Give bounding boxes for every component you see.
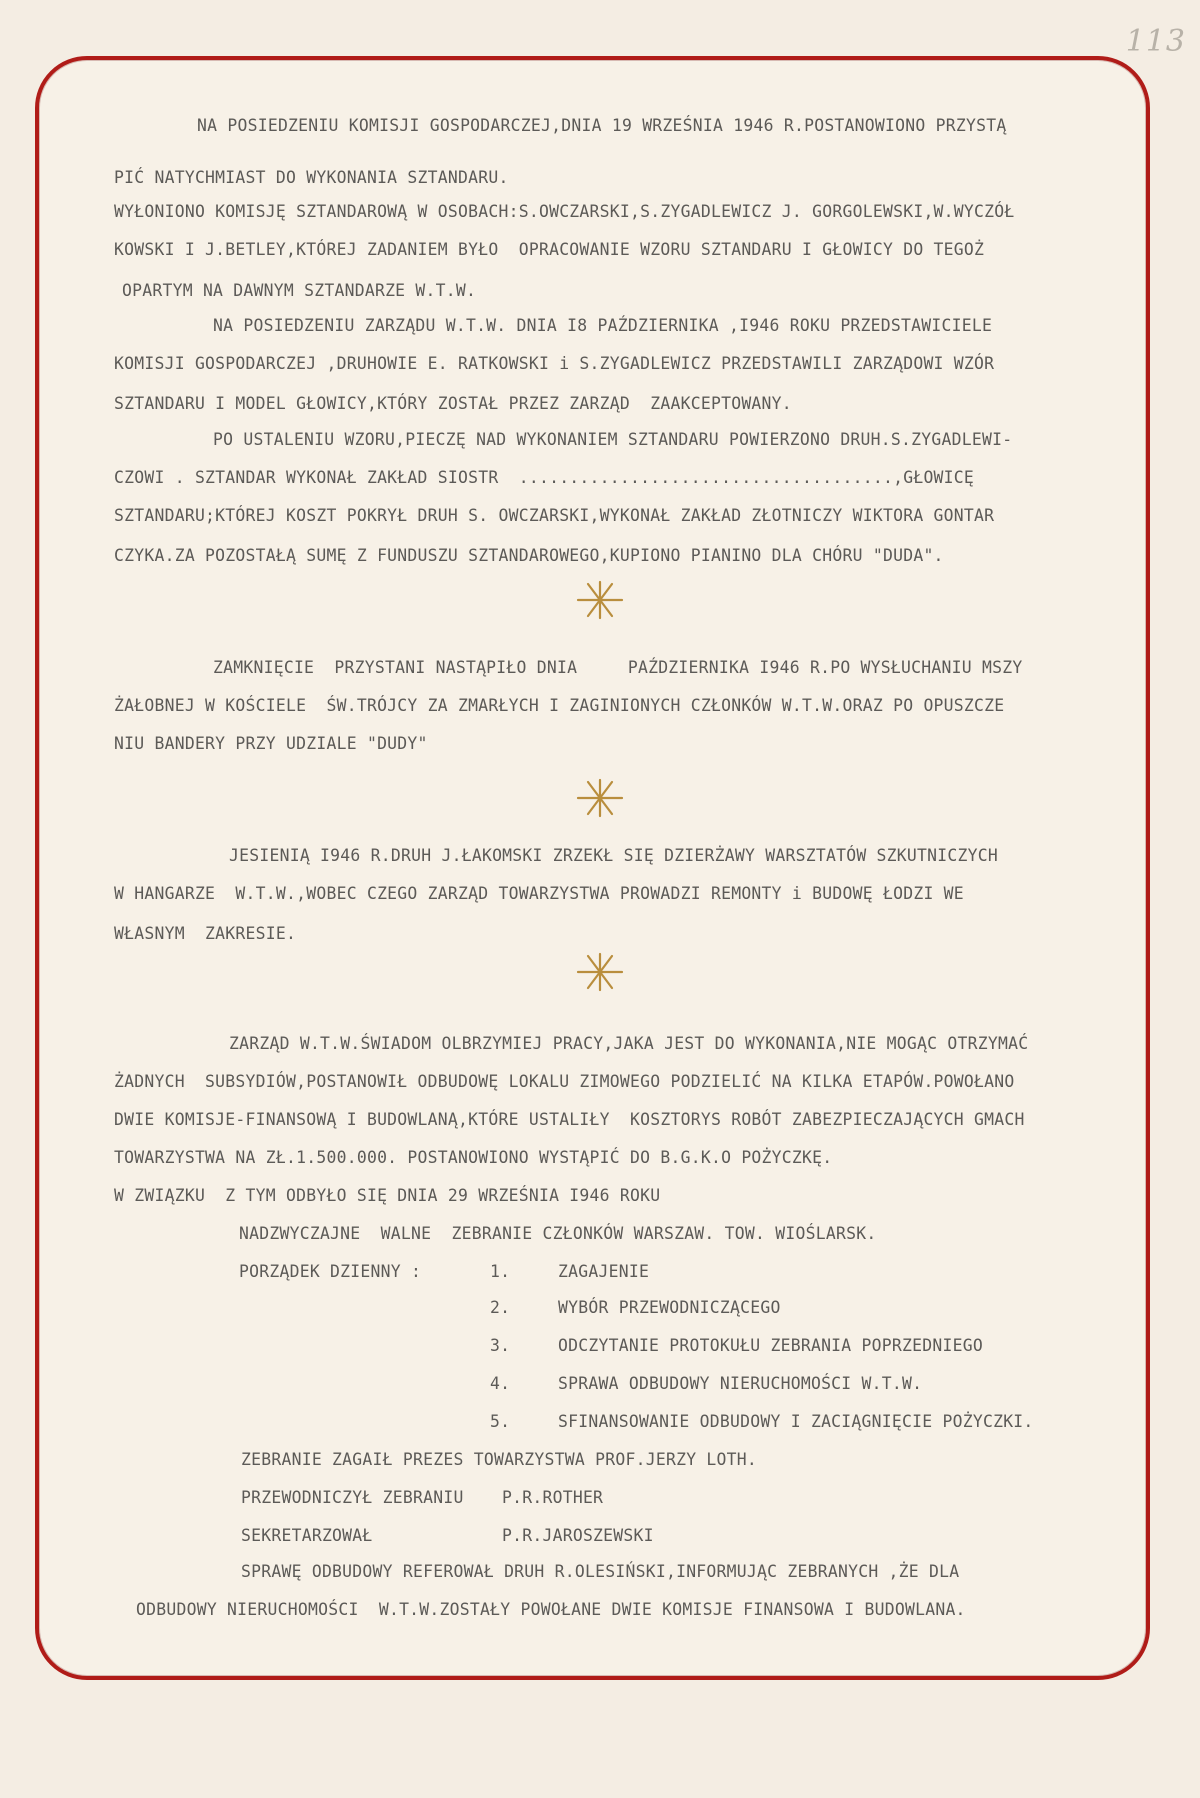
agenda-number: 4.	[490, 1374, 511, 1393]
text-line: TOWARZYSTWA NA ZŁ.1.500.000. POSTANOWIONO WYSTĄPIĆ DO B.G.K.O POŻYCZKĘ.	[114, 1148, 833, 1167]
text-line: JESIENIĄ I946 R.DRUH J.ŁAKOMSKI ZRZEKŁ SIĘ DZIERŻAWY WARSZTATÓW SZKUTNICZYCH	[229, 846, 998, 865]
text-line: OPARTYM NA DAWNYM SZTANDARZE W.T.W.	[122, 281, 477, 300]
text-line: SZTANDARU I MODEL GŁOWICY,KTÓRY ZOSTAŁ PRZEZ ZARZĄD ZAAKCEPTOWANY.	[114, 394, 792, 413]
text-line: ODBUDOWY NIERUCHOMOŚCI W.T.W.ZOSTAŁY POWOŁANE DWIE KOMISJE FINANSOWA I BUDOWLANA.	[136, 1600, 966, 1619]
chair-name: P.R.ROTHER	[502, 1488, 604, 1507]
text-line: NIU BANDERY PRZY UDZIALE "DUDY"	[114, 734, 428, 753]
agenda-number: 1.	[490, 1262, 511, 1281]
text-line: SPRAWĘ ODBUDOWY REFEROWAŁ DRUH R.OLESIŃSKI,INFORMUJĄC ZEBRANYCH ,ŻE DLA	[241, 1562, 960, 1581]
secretary-label: SEKRETARZOWAŁ	[241, 1526, 373, 1545]
star-ornament-icon	[574, 776, 626, 820]
text-line: ŻADNYCH SUBSYDIÓW,POSTANOWIŁ ODBUDOWĘ LOKALU ZIMOWEGO PODZIELIĆ NA KILKA ETAPÓW.POWOŁANO	[114, 1072, 1015, 1091]
text-line: PO USTALENIU WZORU,PIECZĘ NAD WYKONANIEM SZTANDARU POWIERZONO DRUH.S.ZYGADLEWI-	[213, 430, 1013, 449]
star-ornament-icon	[574, 950, 626, 994]
text-line: DWIE KOMISJE-FINANSOWĄ I BUDOWLANĄ,KTÓRE USTALIŁY KOSZTORYS ROBÓT ZABEZPIECZAJĄCYCH GMACH	[114, 1110, 1025, 1129]
agenda-text: SFINANSOWANIE ODBUDOWY I ZACIĄGNIĘCIE POŻYCZKI.	[558, 1412, 1034, 1431]
text-line: WŁASNYM ZAKRESIE.	[114, 924, 297, 943]
text-line: ZAMKNIĘCIE PRZYSTANI NASTĄPIŁO DNIA PAŹDZIERNIKA I946 R.PO WYSŁUCHANIU MSZY	[213, 658, 1023, 677]
agenda-label: PORZĄDEK DZIENNY :	[239, 1262, 422, 1281]
secretary-name: P.R.JAROSZEWSKI	[502, 1526, 654, 1545]
agenda-text: SPRAWA ODBUDOWY NIERUCHOMOŚCI W.T.W.	[558, 1374, 923, 1393]
text-line: ZARZĄD W.T.W.ŚWIADOM OLBRZYMIEJ PRACY,JAKA JEST DO WYKONANIA,NIE MOGĄC OTRZYMAĆ	[229, 1034, 1029, 1053]
chair-label: PRZEWODNICZYŁ ZEBRANIU	[241, 1488, 464, 1507]
star-ornament-icon	[574, 578, 626, 622]
text-line: SZTANDARU;KTÓREJ KOSZT POKRYŁ DRUH S. OWCZARSKI,WYKONAŁ ZAKŁAD ZŁOTNICZY WIKTORA GONTAR	[114, 506, 995, 525]
agenda-text: ZAGAJENIE	[558, 1262, 650, 1281]
text-line: CZYKA.ZA POZOSTAŁĄ SUMĘ Z FUNDUSZU SZTANDAROWEGO,KUPIONO PIANINO DLA CHÓRU "DUDA".	[114, 546, 944, 565]
text-line: NA POSIEDZENIU ZARZĄDU W.T.W. DNIA I8 PAŹDZIERNIKA ,I946 ROKU PRZEDSTAWICIELE	[213, 316, 993, 335]
text-line: W HANGARZE W.T.W.,WOBEC CZEGO ZARZĄD TOWARZYSTWA PROWADZI REMONTY i BUDOWĘ ŁODZI WE	[114, 884, 964, 903]
agenda-number: 3.	[490, 1336, 511, 1355]
text-line: KOMISJI GOSPODARCZEJ ,DRUHOWIE E. RATKOWSKI i S.ZYGADLEWICZ PRZEDSTAWILI ZARZĄDOWI WZÓR	[114, 354, 995, 373]
meeting-title: NADZWYCZAJNE WALNE ZEBRANIE CZŁONKÓW WARSZAW. TOW. WIOŚLARSK.	[239, 1224, 877, 1243]
text-line: KOWSKI I J.BETLEY,KTÓREJ ZADANIEM BYŁO OPRACOWANIE WZORU SZTANDARU I GŁOWICY DO TEGOŻ	[114, 240, 985, 259]
page-number: 113	[1125, 24, 1186, 59]
agenda-number: 2.	[490, 1298, 511, 1317]
text-line: WYŁONIONO KOMISJĘ SZTANDAROWĄ W OSOBACH:S.OWCZARSKI,S.ZYGADLEWICZ J. GORGOLEWSKI,W.WYCZÓŁ	[114, 202, 1015, 221]
text-line: ŻAŁOBNEJ W KOŚCIELE ŚW.TRÓJCY ZA ZMARŁYCH I ZAGINIONYCH CZŁONKÓW W.T.W.ORAZ PO OPUSZCZE	[114, 696, 1005, 715]
text-line: W ZWIĄZKU Z TYM ODBYŁO SIĘ DNIA 29 WRZEŚNIA I946 ROKU	[114, 1186, 661, 1205]
agenda-number: 5.	[490, 1412, 511, 1431]
meeting-opened: ZEBRANIE ZAGAIŁ PREZES TOWARZYSTWA PROF.JERZY LOTH.	[241, 1450, 758, 1469]
agenda-text: WYBÓR PRZEWODNICZĄCEGO	[558, 1298, 781, 1317]
agenda-text: ODCZYTANIE PROTOKUŁU ZEBRANIA POPRZEDNIEGO	[558, 1336, 983, 1355]
text-line: NA POSIEDZENIU KOMISJI GOSPODARCZEJ,DNIA 19 WRZEŚNIA 1946 R.POSTANOWIONO PRZYSTĄ	[197, 116, 1007, 135]
text-line: CZOWI . SZTANDAR WYKONAŁ ZAKŁAD SIOSTR .....................................,GŁOWICĘ	[114, 468, 975, 487]
text-line: PIĆ NATYCHMIAST DO WYKONANIA SZTANDARU.	[114, 168, 509, 187]
